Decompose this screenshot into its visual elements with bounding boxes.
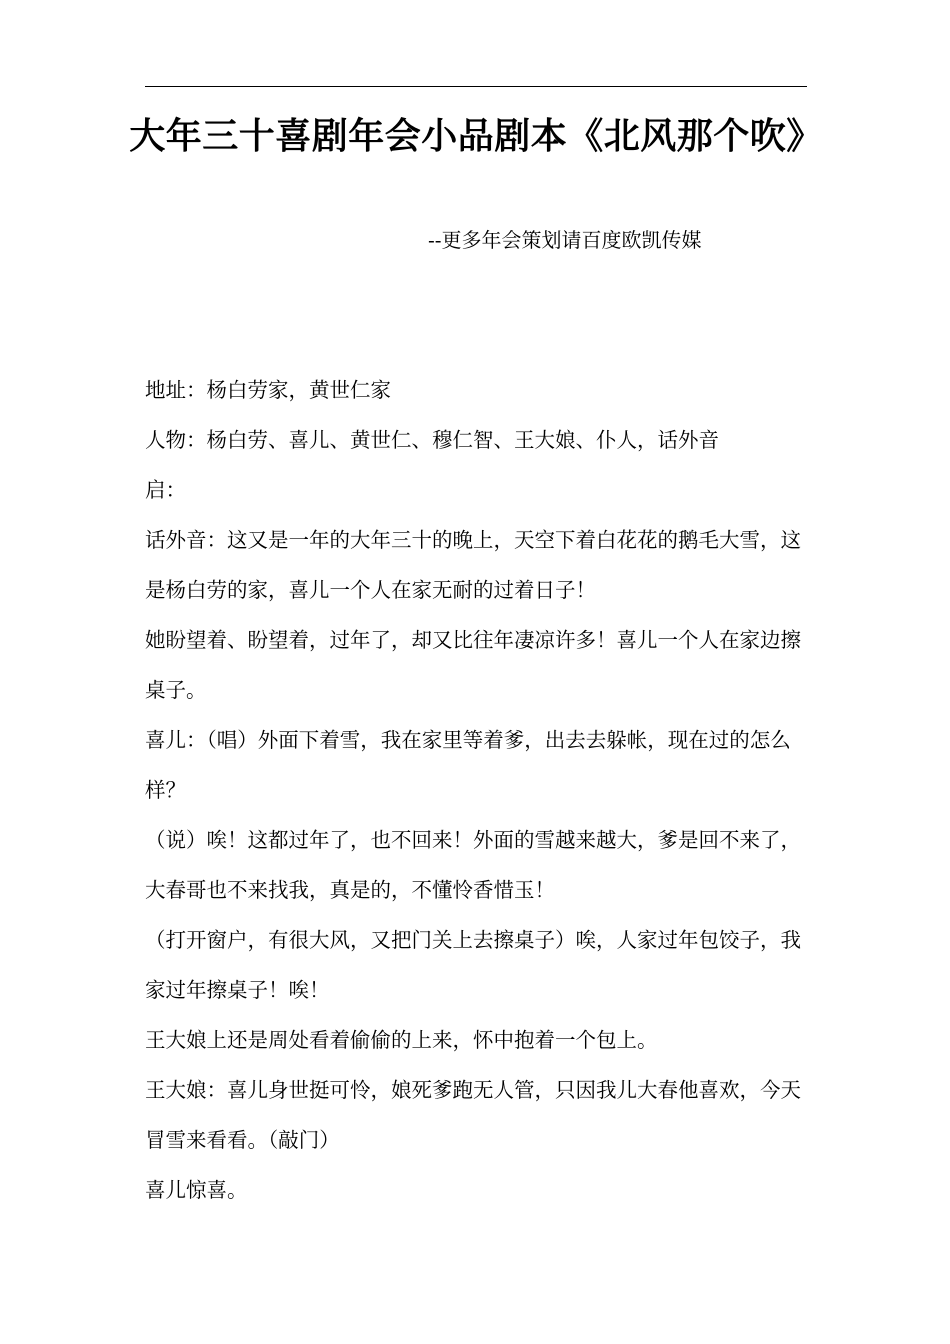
script-body: [145, 365, 807, 1215]
paragraph-opening: 启：: [145, 478, 186, 502]
paragraph: 王大娘：喜儿身世挺可怜，娘死爹跑无人管，只因我儿大春他喜欢，今天冒雪来看看。（敲门）: [145, 1078, 801, 1152]
paragraph: 话外音：这又是一年的大年三十的晚上，天空下着白花花的鹅毛大雪，这是杨白劳的家，喜儿一个人在家无耐的过着日子！: [145, 528, 801, 602]
document-title: 大年三十喜剧年会小品剧本《北风那个吹》: [129, 116, 823, 157]
paragraph: （打开窗户，有很大风，又把门关上去擦桌子）唉，人家过年包饺子，我家过年擦桌子！唉！: [145, 928, 801, 1002]
paragraph: 喜儿：（唱）外面下着雪，我在家里等着爹，出去去躲帐，现在过的怎么样？: [145, 728, 791, 802]
header-rule: [145, 86, 807, 87]
paragraph: 她盼望着、盼望着，过年了，却又比往年凄凉许多！喜儿一个人在家边擦桌子。: [145, 628, 801, 702]
document-subtitle: --更多年会策划请百度欧凯传媒: [428, 228, 702, 252]
paragraph-characters: 人物：杨白劳、喜儿、黄世仁、穆仁智、王大娘、仆人，话外音: [145, 428, 719, 452]
paragraph: 喜儿惊喜。: [145, 1178, 248, 1202]
paragraph: 王大娘上还是周处看着偷偷的上来，怀中抱着一个包上。: [145, 1028, 658, 1052]
paragraph-location: 地址：杨白劳家，黄世仁家: [145, 378, 391, 402]
paragraph: （说）唉！这都过年了，也不回来！外面的雪越来越大，爹是回不来了，大春哥也不来找我，真是的，不懂怜香惜玉！: [145, 828, 801, 902]
